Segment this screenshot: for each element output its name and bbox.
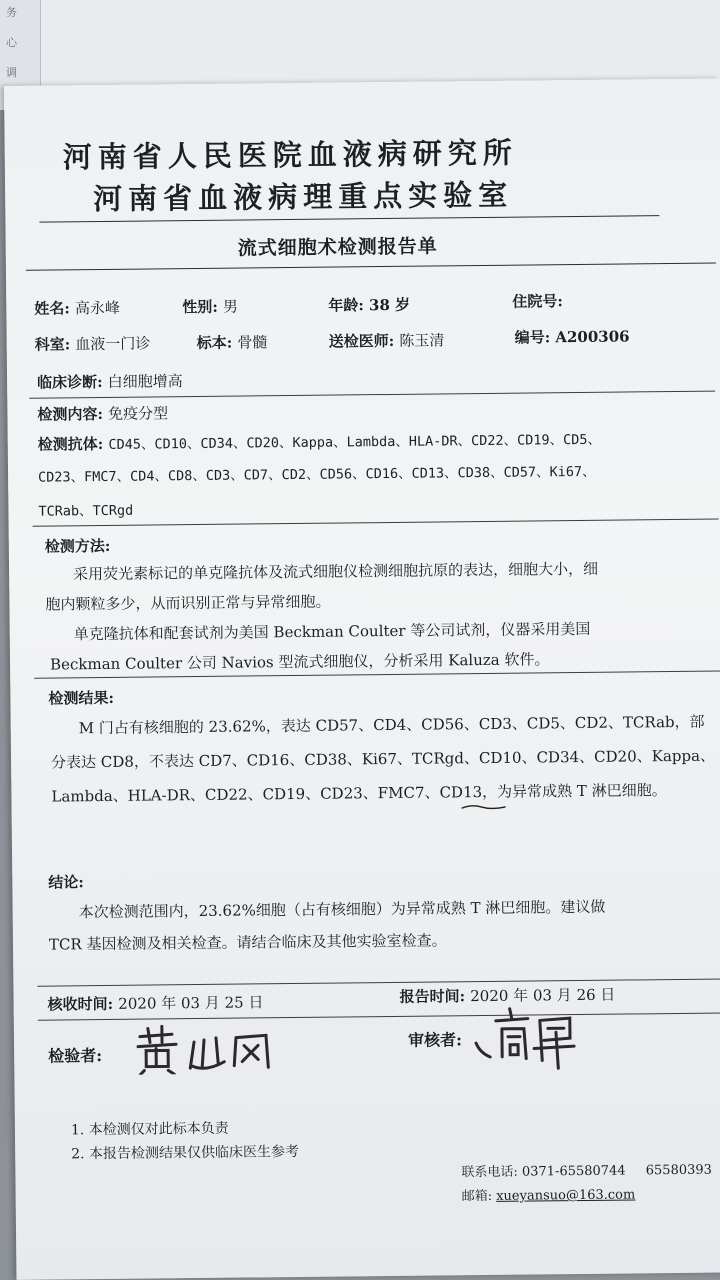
patient-sex-label: 性别: — [182, 297, 218, 317]
report-number-field — [515, 325, 630, 347]
method-text-line3: 单克隆抗体和配套试剂为美国 Beckman Coulter 等公司试剂，仪器采用美国 — [73, 619, 591, 644]
footnote-2: 2. 本报告检测结果仅供临床医生参考 — [71, 1143, 300, 1163]
diagnosis-label: 临床诊断: — [37, 372, 103, 392]
reviewer-label: 审核者: — [407, 1030, 463, 1050]
specimen-value: 骨髓 — [237, 333, 268, 352]
admission-number-field — [512, 290, 563, 312]
title-divider — [26, 263, 716, 271]
underlying-tab-text: 心 — [6, 36, 17, 49]
diagnosis-value: 白细胞增高 — [107, 372, 183, 391]
report-paper — [4, 79, 720, 1280]
antibody-list-1: CD45、CD10、CD34、CD20、Kappa、Lambda、HLA-DR、CD22、CD19、CD5、 — [108, 431, 602, 453]
phone-number-1: 0371-65580744 — [521, 1163, 626, 1180]
test-content-field — [37, 402, 168, 424]
specimen-field — [197, 331, 268, 353]
report-title: 流式细胞术检测报告单 — [237, 235, 438, 260]
handwritten-underline — [460, 803, 510, 812]
conclusion-divider — [37, 979, 720, 987]
method-text-line2: 胞内颗粒多少，从而识别正常与异常细胞。 — [45, 592, 331, 614]
conclusion-text-line2: TCR 基因检测及相关检查。请结合临床及其他实验室检查。 — [48, 931, 447, 954]
patient-age-field — [328, 294, 410, 316]
patient-sex-field — [182, 296, 238, 318]
report-number-value: A200306 — [555, 327, 630, 347]
reviewer-signature — [474, 998, 605, 1073]
report-number-label: 编号: — [514, 328, 551, 347]
antibody-line1 — [38, 428, 601, 455]
method-text-line4: Beckman Coulter 公司 Navios 型流式细胞仪，分析采用 Kaluza 软件。 — [49, 650, 550, 674]
info-divider — [29, 391, 715, 399]
antibody-list-3: TCRab、TCRgd — [38, 502, 134, 520]
specimen-label: 标本: — [196, 333, 233, 352]
tester-label: 检验者: — [48, 1046, 103, 1066]
department-label: 科室: — [34, 335, 71, 354]
institute-name-line2: 河南省血液病理重点实验室 — [93, 177, 514, 217]
diagnosis-field — [37, 370, 183, 393]
test-content-value: 免疫分型 — [107, 404, 169, 423]
contact-phone — [461, 1159, 712, 1181]
underlying-tab-text: 务 — [6, 6, 17, 19]
report-time-value: 2020 年 03 月 26 日 — [470, 985, 616, 1006]
patient-name-field — [34, 297, 120, 319]
patient-sex-value: 男 — [222, 297, 239, 316]
conclusion-title: 结论: — [48, 873, 84, 892]
doctor-value: 陈玉清 — [399, 331, 445, 350]
department-value: 血液一门诊 — [75, 334, 151, 354]
phone-number-2: 65580393 — [645, 1162, 712, 1179]
antibody-list-2: CD23、FMC7、CD4、CD8、CD3、CD7、CD2、CD56、CD16、CD13、CD38、CD57、Ki67、 — [38, 463, 596, 486]
result-text-line3: Lambda、HLA-DR、CD22、CD19、CD23、FMC7、CD13，为异常成熟 T 淋巴细胞。 — [51, 781, 667, 806]
doctor-field — [329, 329, 445, 351]
received-time-label: 核收时间: — [47, 994, 114, 1014]
patient-name-value: 高永峰 — [74, 298, 121, 318]
department-field — [35, 332, 151, 354]
result-title: 检测结果: — [48, 688, 115, 708]
times-divider — [38, 1013, 720, 1021]
admission-number-label: 住院号: — [512, 292, 563, 311]
email-link[interactable]: xueyansuo@163.com — [496, 1187, 636, 1204]
result-text-line1: M 门占有核细胞的 23.62%，表达 CD57、CD4、CD56、CD3、CD5、CD2、TCRab，部 — [78, 712, 705, 738]
patient-age-label: 年龄: — [328, 296, 364, 315]
institute-name-line1: 河南省人民医院血液病研究所 — [62, 135, 518, 175]
footnote-1: 1. 本检测仅对此标本负责 — [70, 1120, 229, 1139]
method-text-line1: 采用荧光素标记的单克隆抗体及流式细胞仪检测细胞抗原的表达，细胞大小，细 — [73, 559, 599, 584]
method-title: 检测方法: — [44, 536, 111, 556]
underlying-tab-text: 调 — [6, 66, 17, 79]
antibody-divider — [33, 519, 719, 527]
test-content-label: 检测内容: — [37, 404, 104, 424]
conclusion-text-line1: 本次检测范围内，23.62%细胞（占有核细胞）为异常成熟 T 淋巴细胞。建议做 — [78, 897, 606, 922]
antibody-label: 检测抗体: — [37, 434, 104, 454]
received-time-value: 2020 年 03 月 25 日 — [118, 993, 264, 1013]
email-label: 邮箱: — [461, 1188, 493, 1205]
doctor-label: 送检医师: — [328, 331, 395, 351]
patient-age-value: 38 岁 — [368, 295, 411, 315]
report-time-label: 报告时间: — [399, 987, 466, 1006]
phone-label: 联系电话: — [461, 1164, 518, 1181]
patient-name-label: 姓名: — [34, 299, 70, 318]
tester-signature — [132, 1021, 293, 1075]
result-text-line2: 分表达 CD8，不表达 CD7、CD16、CD38、Ki67、TCRgd、CD10、CD34、CD20、Kappa、 — [50, 746, 716, 772]
received-time-field — [48, 991, 264, 1014]
contact-email — [462, 1183, 636, 1204]
